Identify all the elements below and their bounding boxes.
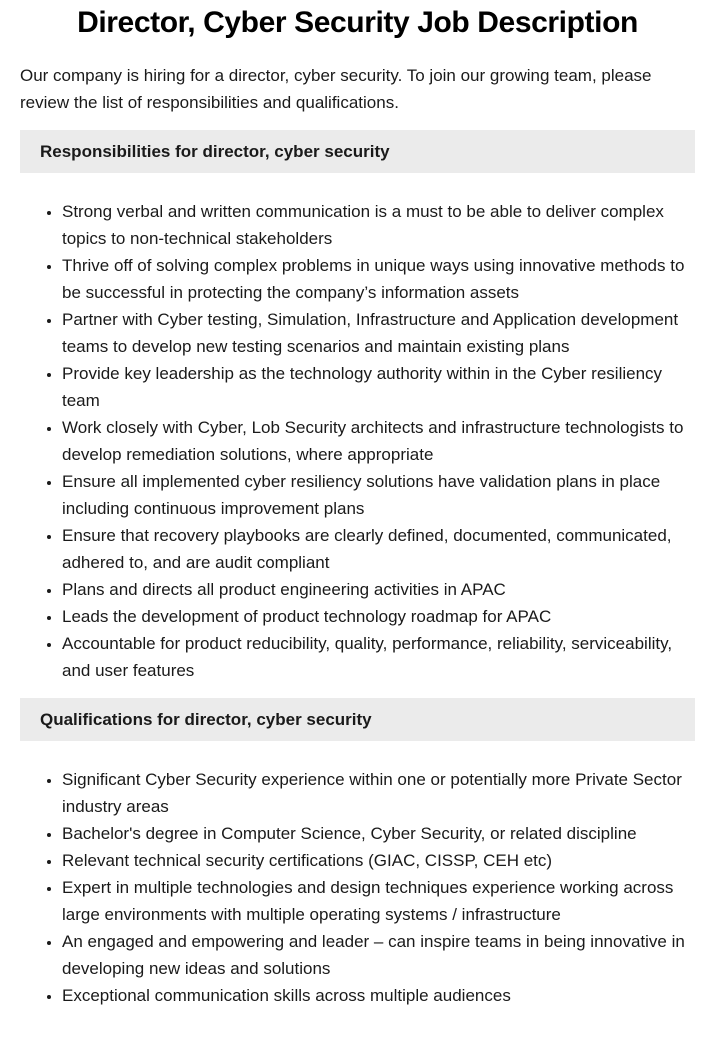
list-item: • Thrive off of solving complex problems in unique ways using innovative methods to be successful in protecting the company’s information assets: [62, 252, 695, 306]
qualifications-section: [20, 698, 695, 1009]
list-item: • Relevant technical security certifications (GIAC, CISSP, CEH etc): [62, 847, 695, 874]
list-item: • Plans and directs all product engineering activities in APAC: [62, 576, 695, 603]
list-item: • Partner with Cyber testing, Simulation, Infrastructure and Application development teams to develop new testing scenarios and maintain existing plans: [62, 306, 695, 360]
list-item: • Expert in multiple technologies and design techniques experience working across large environments with multiple operating systems / infrastructure: [62, 874, 695, 928]
page-title: Director, Cyber Security Job Description: [77, 6, 638, 39]
responsibilities-section: [20, 130, 695, 684]
list-item: • Exceptional communication skills across multiple audiences: [62, 982, 695, 1009]
intro-paragraph: Our company is hiring for a director, cyber security. To join our growing team, please review the list of responsibilities and qualifications.: [20, 66, 652, 112]
list-item: • Provide key leadership as the technology authority within in the Cyber resiliency team: [62, 360, 695, 414]
responsibilities-list: [20, 198, 695, 684]
list-item: • Significant Cyber Security experience within one or potentially more Private Sector industry areas: [62, 766, 695, 820]
list-item: • Work closely with Cyber, Lob Security architects and infrastructure technologists to develop remediation solutions, where appropriate: [62, 414, 695, 468]
list-item: • Bachelor's degree in Computer Science, Cyber Security, or related discipline: [62, 820, 695, 847]
list-item: • An engaged and empowering and leader – can inspire teams in being innovative in developing new ideas and solutions: [62, 928, 695, 982]
qualifications-heading: Qualifications for director, cyber security: [20, 698, 695, 741]
responsibilities-heading: Responsibilities for director, cyber security: [20, 130, 695, 173]
list-item: • Ensure that recovery playbooks are clearly defined, documented, communicated, adhered to, and are audit compliant: [62, 522, 695, 576]
list-item: • Ensure all implemented cyber resiliency solutions have validation plans in place including continuous improvement plans: [62, 468, 695, 522]
job-description-page: [0, 6, 720, 1009]
list-item: • Leads the development of product technology roadmap for APAC: [62, 603, 695, 630]
list-item: • Accountable for product reducibility, quality, performance, reliability, serviceability, and user features: [62, 630, 695, 684]
list-item: • Strong verbal and written communication is a must to be able to deliver complex topics to non-technical stakeholders: [62, 198, 695, 252]
qualifications-list: [20, 766, 695, 1009]
